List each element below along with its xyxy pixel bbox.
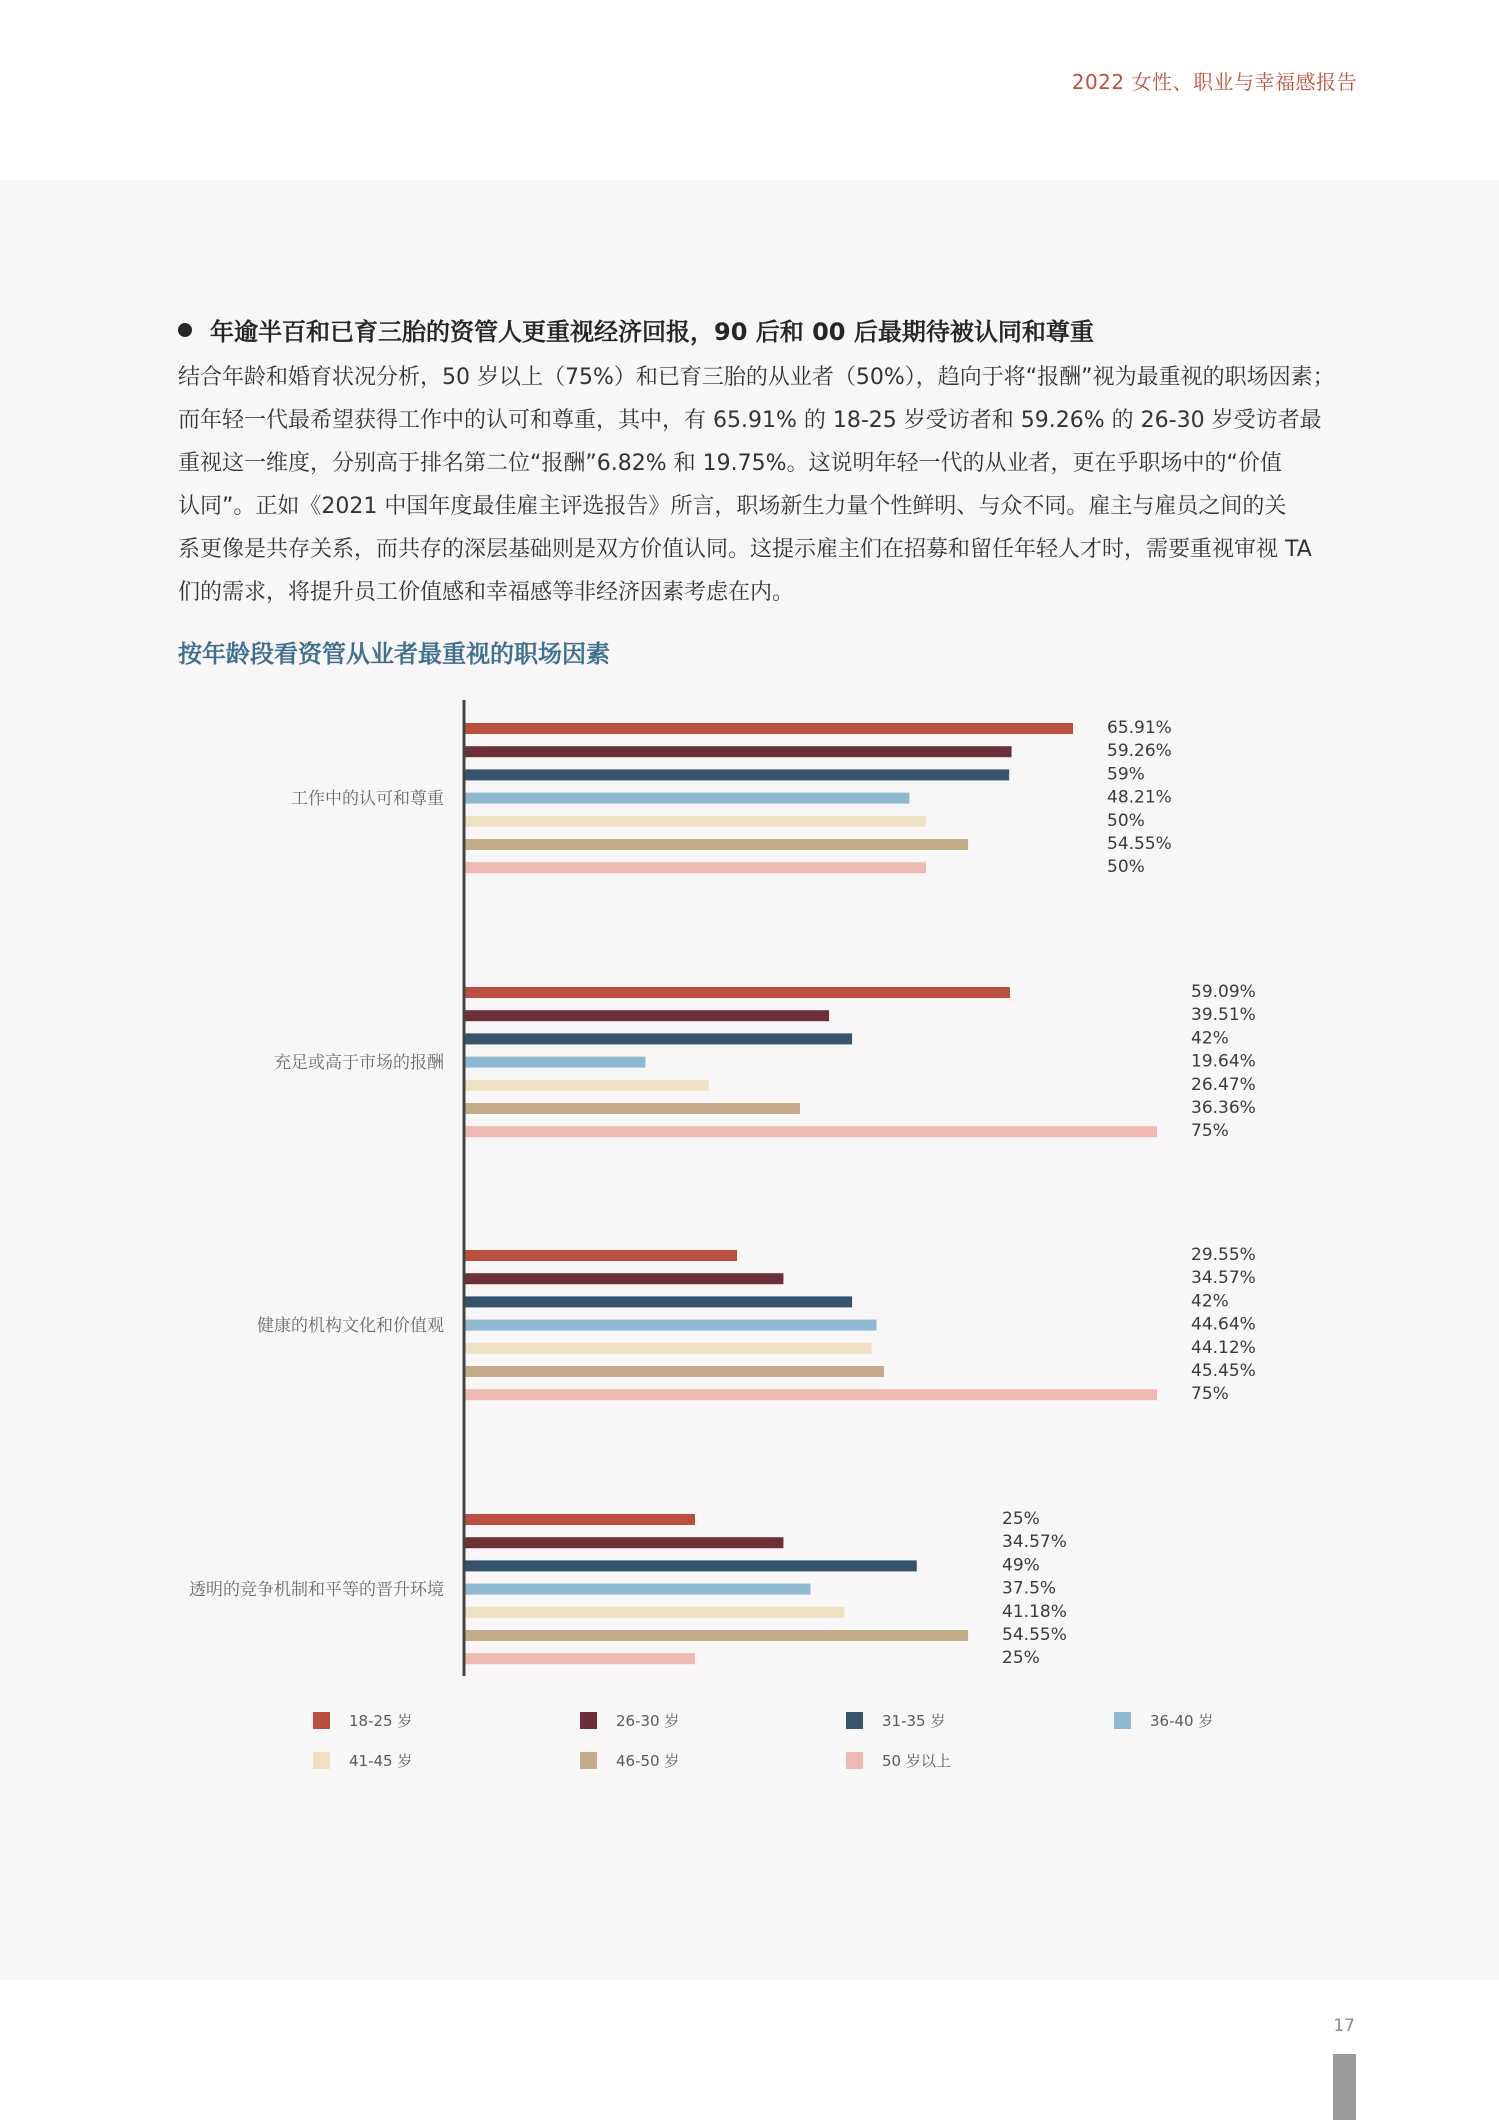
report-title: 2022 女性、职业与幸福感报告 bbox=[1071, 70, 1357, 94]
data-label: 59% bbox=[1107, 764, 1145, 785]
data-label: 50% bbox=[1107, 857, 1145, 878]
bar bbox=[464, 1103, 800, 1114]
section-heading-text: 年逾半百和已育三胎的资管人更重视经济回报，90 后和 00 后最期待被认同和尊重 bbox=[210, 318, 1094, 346]
data-label: 48.21% bbox=[1107, 787, 1172, 808]
paragraph-line: 认同”。正如《2021 中国年度最佳雇主评选报告》所言，职场新生力量个性鲜明、与众不同。雇主与雇员之间的关 bbox=[178, 494, 1287, 519]
bar bbox=[464, 839, 968, 850]
paragraph-line: 们的需求，将提升员工价值感和幸福感等非经济因素考虑在内。 bbox=[178, 580, 795, 605]
bar bbox=[464, 1320, 876, 1331]
bar bbox=[464, 1537, 783, 1548]
bar bbox=[464, 1584, 811, 1595]
legend-swatch bbox=[580, 1752, 597, 1769]
data-label: 59.09% bbox=[1191, 982, 1256, 1002]
bar bbox=[464, 1033, 852, 1044]
data-label: 44.64% bbox=[1191, 1314, 1256, 1335]
legend-label: 31-35 岁 bbox=[882, 1712, 946, 1730]
data-label: 25% bbox=[1002, 1509, 1040, 1529]
category-label: 充足或高于市场的报酬 bbox=[274, 1053, 444, 1074]
category-label: 透明的竞争机制和平等的晋升环境 bbox=[189, 1580, 444, 1601]
bar bbox=[464, 723, 1073, 734]
bar bbox=[464, 1366, 884, 1377]
data-label: 19.64% bbox=[1191, 1051, 1256, 1072]
bar bbox=[464, 746, 1012, 757]
data-label: 42% bbox=[1191, 1291, 1229, 1312]
bar-chart bbox=[0, 680, 1499, 1790]
bar bbox=[464, 816, 926, 827]
body-paragraph bbox=[178, 356, 1358, 614]
paragraph-line: 而年轻一代最希望获得工作中的认可和尊重，其中，有 65.91% 的 18-25 岁受访者和 59.26% 的 26-30 岁受访者最 bbox=[178, 408, 1322, 433]
legend-label: 18-25 岁 bbox=[349, 1712, 413, 1730]
category-label: 工作中的认可和尊重 bbox=[291, 789, 444, 810]
paragraph-line: 系更像是共存关系，而共存的深层基础则是双方价值认同。这提示雇主们在招募和留任年轻人才时，需要重视审视 TA bbox=[178, 537, 1312, 562]
data-label: 54.55% bbox=[1107, 834, 1172, 854]
bar bbox=[464, 1126, 1157, 1137]
bar bbox=[464, 1057, 645, 1068]
legend-swatch bbox=[313, 1712, 330, 1729]
data-label: 34.57% bbox=[1002, 1532, 1067, 1553]
bar bbox=[464, 1273, 783, 1284]
data-label: 37.5% bbox=[1002, 1578, 1057, 1599]
data-label: 44.12% bbox=[1191, 1337, 1256, 1358]
bullet-icon bbox=[178, 323, 192, 337]
bar bbox=[464, 793, 909, 804]
data-label: 75% bbox=[1191, 1121, 1229, 1142]
legend-label: 36-40 岁 bbox=[1150, 1712, 1214, 1730]
data-label: 34.57% bbox=[1191, 1268, 1256, 1289]
data-label: 50% bbox=[1107, 810, 1145, 831]
data-label: 49% bbox=[1002, 1555, 1040, 1576]
bar bbox=[464, 1010, 829, 1021]
bar bbox=[464, 1389, 1157, 1400]
paragraph-line: 重视这一维度，分别高于排名第二位“报酬”6.82% 和 19.75%。这说明年轻一代的从业者，更在乎职场中的“价值 bbox=[178, 451, 1282, 476]
legend-swatch bbox=[313, 1752, 330, 1769]
legend-label: 46-50 岁 bbox=[616, 1752, 680, 1770]
bar bbox=[464, 769, 1009, 780]
legend-swatch bbox=[846, 1752, 863, 1769]
bar bbox=[464, 987, 1010, 998]
paragraph-line: 结合年龄和婚育状况分析，50 岁以上（75%）和已育三胎的从业者（50%），趋向于将“报酬”视为最重视的职场因素； bbox=[178, 365, 1335, 390]
legend-label: 26-30 岁 bbox=[616, 1712, 680, 1730]
section-heading bbox=[178, 312, 1358, 347]
chart-title: 按年龄段看资管从业者最重视的职场因素 bbox=[178, 640, 610, 668]
data-label: 42% bbox=[1191, 1028, 1229, 1049]
data-label: 54.55% bbox=[1002, 1625, 1067, 1645]
data-label: 29.55% bbox=[1191, 1245, 1256, 1265]
bar bbox=[464, 1653, 695, 1664]
data-label: 39.51% bbox=[1191, 1005, 1256, 1026]
legend-swatch bbox=[1114, 1712, 1131, 1729]
legend-swatch bbox=[846, 1712, 863, 1729]
legend-label: 50 岁以上 bbox=[882, 1752, 951, 1770]
bar bbox=[464, 1296, 852, 1307]
data-label: 65.91% bbox=[1107, 718, 1172, 738]
data-label: 75% bbox=[1191, 1384, 1229, 1405]
data-label: 59.26% bbox=[1107, 741, 1172, 762]
page-number: 17 bbox=[1333, 2016, 1355, 2036]
bar bbox=[464, 1514, 695, 1525]
bar bbox=[464, 1630, 968, 1641]
legend-swatch bbox=[580, 1712, 597, 1729]
category-label: 健康的机构文化和价值观 bbox=[257, 1316, 444, 1337]
data-label: 26.47% bbox=[1191, 1074, 1256, 1095]
bar bbox=[464, 1560, 917, 1571]
bar bbox=[464, 1343, 872, 1354]
data-label: 25% bbox=[1002, 1648, 1040, 1669]
legend-label: 41-45 岁 bbox=[349, 1752, 413, 1770]
data-label: 45.45% bbox=[1191, 1361, 1256, 1381]
page-tab-marker bbox=[1333, 2054, 1356, 2120]
data-label: 36.36% bbox=[1191, 1098, 1256, 1118]
bar bbox=[464, 1250, 737, 1261]
bar bbox=[464, 1607, 845, 1618]
bar bbox=[464, 1080, 709, 1091]
bar bbox=[464, 862, 926, 873]
data-label: 41.18% bbox=[1002, 1601, 1067, 1622]
